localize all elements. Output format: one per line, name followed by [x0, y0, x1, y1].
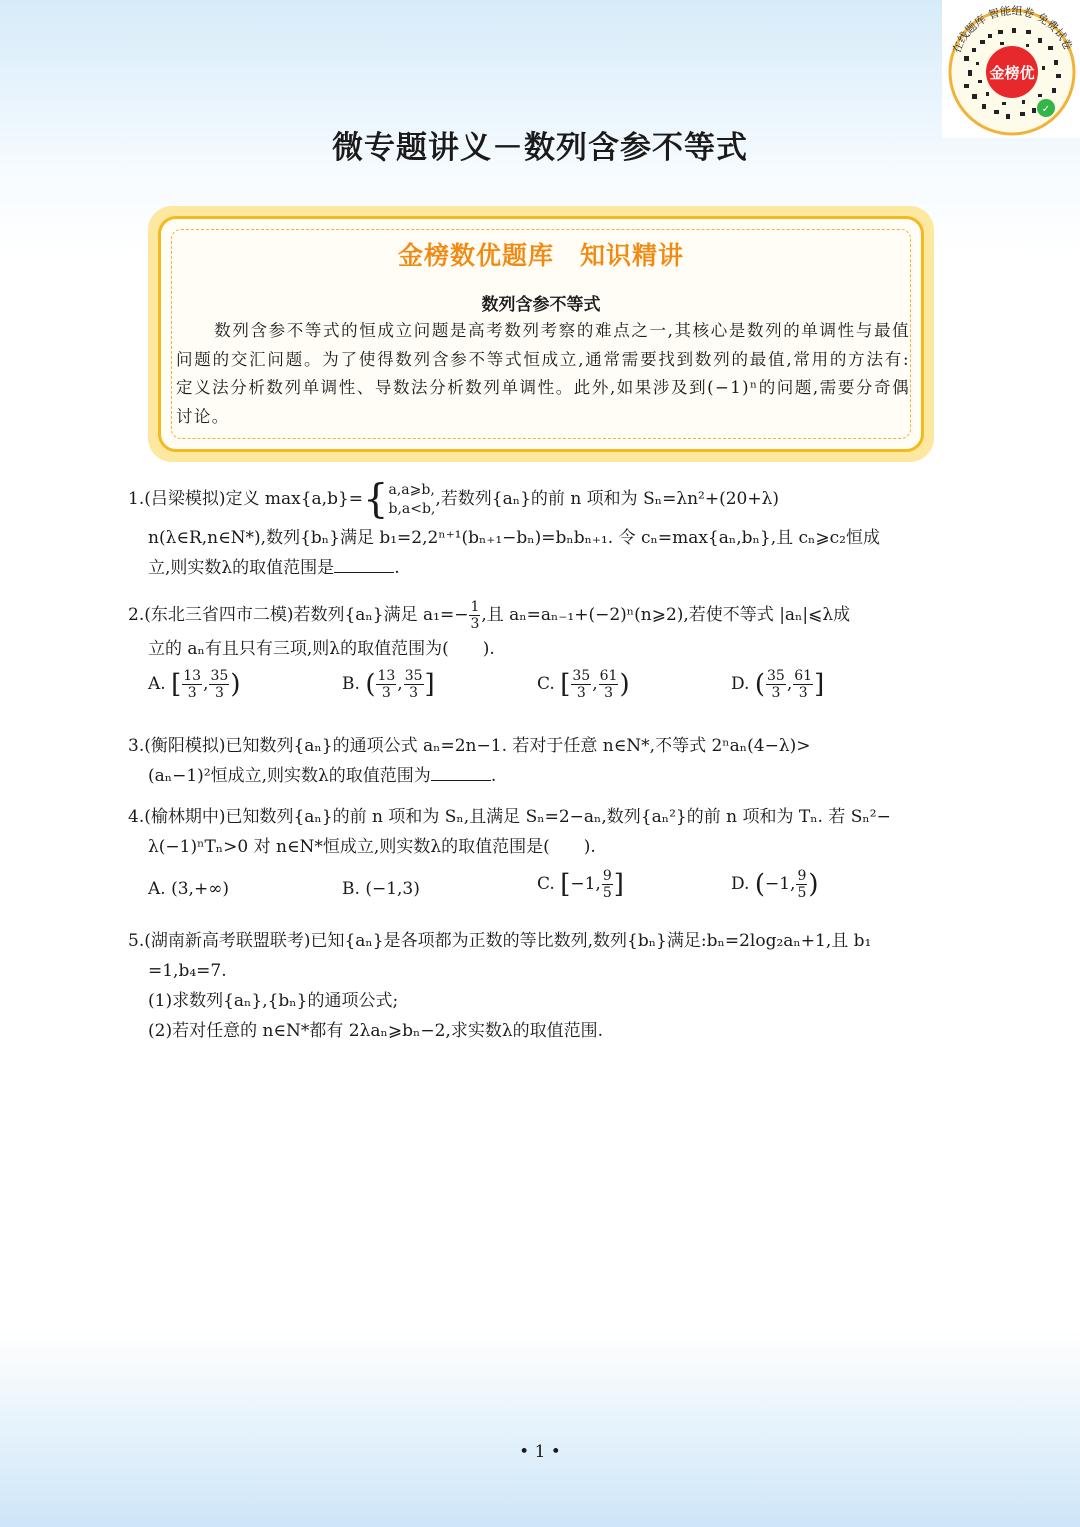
q2-fraction: $\frac{1}{3}$	[470, 599, 480, 632]
q1-case-2: b,a<b,	[388, 500, 436, 517]
q4-option-c[interactable]: C. [−1, $\frac{9}{5}$ ]	[537, 868, 624, 901]
q4-options	[148, 868, 964, 908]
q1-line-2: n(λ∈R,n∈N*),数列{bₙ}满足 b₁=2,2ⁿ⁺¹(bₙ₊₁−bₙ)=bₙbₙ₊₁. 令 cₙ=max{aₙ,bₙ},且 cₙ⩾c₂恒成	[148, 528, 880, 548]
q2-options	[148, 668, 964, 708]
q2-option-a[interactable]: A. [ $\frac{13}{3}$ , $\frac{35}{3}$ )	[148, 668, 241, 701]
svg-text:✓: ✓	[1041, 104, 1051, 115]
q3-line-1: 3.(衡阳模拟)已知数列{aₙ}的通项公式 aₙ=2n−1. 若对于任意 n∈N*,不等式 2ⁿaₙ(4−λ)>	[128, 736, 811, 756]
qr-ring-text: 在线题库 智能组卷 免费试卷	[950, 4, 1075, 56]
q1-line-3: 立,则实数λ的取值范围是	[148, 558, 335, 578]
q5-part-1: (1)求数列{aₙ},{bₙ}的通项公式;	[148, 991, 399, 1011]
question-5	[128, 926, 964, 1046]
q3-line-2: (aₙ−1)²恒成立,则实数λ的取值范围为	[148, 766, 431, 786]
q5-part-2: (2)若对任意的 n∈N*都有 2λaₙ⩾bₙ−2,求实数λ的取值范围.	[148, 1021, 603, 1041]
q1-text-a: 1.(吕梁模拟)定义 max{a,b}=	[128, 489, 364, 509]
page-title: 微专题讲义－数列含参不等式	[332, 130, 748, 166]
q5-line-2: =1,b₄=7.	[148, 961, 227, 981]
q5-line-1: 5.(湖南新高考联盟联考)已知{aₙ}是各项都为正数的等比数列,数列{bₙ}满足:bₙ=2log₂aₙ+1,且 b₁	[128, 931, 872, 951]
q2-text-a: 2.(东北三省四市二模)若数列{aₙ}满足 a₁=−	[128, 605, 469, 625]
q2-option-c[interactable]: C. [ $\frac{35}{3}$ , $\frac{61}{3}$ )	[537, 668, 630, 701]
card-body	[176, 317, 910, 431]
q2-option-b[interactable]: B. ( $\frac{13}{3}$ , $\frac{35}{3}$ ]	[342, 668, 435, 701]
q2-option-d[interactable]: D. ( $\frac{35}{3}$ , $\frac{61}{3}$ ]	[731, 668, 825, 701]
question-1: 1.(吕梁模拟)定义 max{a,b}={ a,a⩾b, b,a<b, ,若数列{aₙ}的前 n 项和为 Sₙ=λn²+(20+λ) n(λ∈R,n∈N*),数列{bₙ}满足 b₁=2,2ⁿ⁺¹(bₙ₊₁−bₙ)=bₙbₙ₊₁. 令 cₙ=max{aₙ,bₙ},且 cₙ⩾c₂恒成 立,则实数λ的取值范围是 .	[128, 478, 964, 583]
q4-line-2: λ(−1)ⁿTₙ>0 对 n∈N*恒成立,则实数λ的取值范围是( ).	[148, 837, 596, 857]
q4-option-b[interactable]: B. (−1,3)	[342, 879, 420, 899]
qr-logo-text: 金榜优	[989, 64, 1035, 82]
q1-cases	[388, 481, 435, 519]
q1-answer-blank[interactable]	[334, 556, 394, 573]
question-3: 3.(衡阳模拟)已知数列{aₙ}的通项公式 aₙ=2n−1. 若对于任意 n∈N*,不等式 2ⁿaₙ(4−λ)> (aₙ−1)²恒成立,则实数λ的取值范围为 .	[128, 731, 964, 791]
page-number: • 1 •	[519, 1442, 561, 1462]
q3-answer-blank[interactable]	[431, 764, 491, 781]
knowledge-card	[148, 206, 934, 462]
q1-text-b: ,若数列{aₙ}的前 n 项和为 Sₙ=λn²+(20+λ)	[435, 489, 780, 509]
q4-option-a[interactable]: A. (3,+∞)	[148, 879, 229, 899]
q2-text-b: ,且 aₙ=aₙ₋₁+(−2)ⁿ(n⩾2),若使不等式 |aₙ|⩽λ成	[481, 605, 851, 625]
question-4	[128, 802, 964, 908]
q4-option-d[interactable]: D. (−1, $\frac{9}{5}$ )	[731, 868, 819, 901]
card-title: 金榜数优题库 知识精讲	[397, 241, 684, 270]
qr-code-graphic	[942, 0, 1080, 138]
card-subtitle: 数列含参不等式	[481, 295, 601, 315]
q1-case-1: a,a⩾b,	[388, 481, 435, 498]
question-2	[128, 596, 964, 708]
card-body-text: 数列含参不等式的恒成立问题是高考数列考察的难点之一,其核心是数列的单调性与最值问题的交汇问题。为了使得数列含参不等式恒成立,通常需要找到数列的最值,常用的方法有:定义法分析数列单调性、导数法分析数列单调性。此外,如果涉及到(−1)ⁿ的问题,需要分奇偶讨论。	[176, 321, 910, 426]
q4-line-1: 4.(榆林期中)已知数列{aₙ}的前 n 项和为 Sₙ,且满足 Sₙ=2−aₙ,数列{aₙ²}的前 n 项和为 Tₙ. 若 Sₙ²−	[128, 807, 891, 827]
q2-line-2: 立的 aₙ有且只有三项,则λ的取值范围为( ).	[148, 639, 495, 659]
qr-code	[942, 0, 1080, 138]
